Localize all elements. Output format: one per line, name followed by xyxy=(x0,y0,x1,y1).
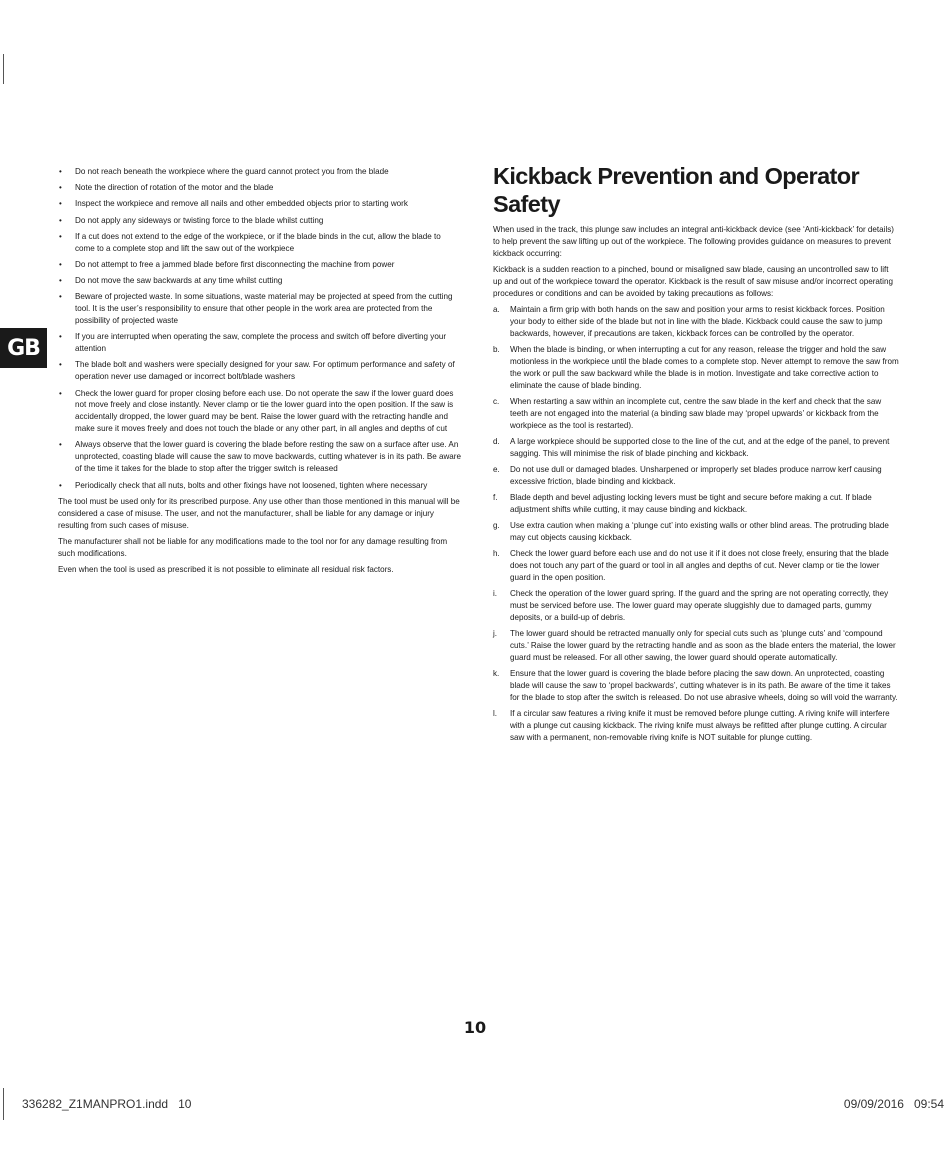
page-number: 10 xyxy=(463,1018,487,1037)
list-item: • Inspect the workpiece and remove all nails and other embedded objects prior to starting work xyxy=(59,199,408,209)
footer-filename: 336282_Z1MANPRO1.indd 10 xyxy=(22,1097,192,1111)
list-item: k. Ensure that the lower guard is covering the blade before placing the saw down. An unprotected, coasting blade will cause the saw to ‘propel backwards’, cutting whatever is in its path. Be aware of the time it takes for the blade to stop after the switch is released. Do not use abrasive wheels, doing so will void the warranty. xyxy=(493,669,898,703)
list-item: a. Maintain a firm grip with both hands on the saw and position your arms to resist kickback forces. Position your body to either side of the blade but not in line with the blade. Kickback could cause the saw to jump backwards, however, if precautions are taken, kickback forces can be controlled by the operator. xyxy=(493,305,885,338)
residual-risk-paragraph: Even when the tool is used as prescribed it is not possible to eliminate all residual risk factors. xyxy=(58,564,394,574)
precaution-list xyxy=(493,304,899,744)
language-tab: GB xyxy=(0,328,47,368)
kickback-definition-paragraph: Kickback is a sudden reaction to a pinched, bound or misaligned saw blade, causing an uncontrolled saw to lift up and out of the workpiece toward the operator. Kickback is the result of saw misuse and/or incorrect operating procedures or conditions and can be avoided by taking precautions as follows: xyxy=(493,265,893,298)
list-item: c. When restarting a saw within an incomplete cut, centre the saw blade in the kerf and check that the saw teeth are not engaged into the material (a binding saw blade may ‘propel upwards’ or kickback from the workpiece as the tool is restarted). xyxy=(493,396,882,430)
list-item: • Always observe that the lower guard is covering the blade before resting the saw on a surface after use. An unprotected, coasting blade will cause the saw to move backwards, cutting whatever is in its path. Be aware of the time it takes for the blade to stop after the trigger switch is released xyxy=(59,440,462,474)
list-item: i. Check the operation of the lower guard spring. If the guard and the spring are not operating correctly, they must be serviced before use. The lower guard may operate sluggishly due to damaged parts, gummy deposits, or a build-up of debris. xyxy=(493,589,889,623)
misuse-paragraph: The tool must be used only for its prescribed purpose. Any use other than those mentioned in this manual will be considered a case of misuse. The user, and not the manufacturer, shall be liable for any damage or injury resulting from such cases of misuse. xyxy=(58,496,460,530)
bullet-icon: • xyxy=(59,231,62,241)
footer-date: 09/09/2016 xyxy=(843,1097,904,1111)
bullet-icon: • xyxy=(59,215,62,225)
list-item: • Do not attempt to free a jammed blade before first disconnecting the machine from power xyxy=(59,259,395,269)
list-item: • If a cut does not extend to the edge of the workpiece, or if the blade binds in the cut, allow the blade to come to a complete stop and lift the saw out of the workpiece xyxy=(59,231,441,253)
bullet-icon: • xyxy=(59,360,62,370)
bullet-icon: • xyxy=(59,276,62,286)
list-item: d. A large workpiece should be supported close to the line of the cut, and at the edge of the panel, to prevent sagging. This will minimise the risk of blade pinching and kickback. xyxy=(493,436,890,458)
bullet-icon: • xyxy=(59,332,62,342)
list-item: • Periodically check that all nuts, bolts and other fixings have not loosened, tighten where necessary xyxy=(59,480,428,490)
bullet-icon: • xyxy=(59,167,62,176)
list-item: • Note the direction of rotation of the motor and the blade xyxy=(59,183,274,193)
right-column xyxy=(493,162,899,749)
modifications-paragraph: The manufacturer shall not be liable for any modifications made to the tool nor for any damage resulting from such modifications. xyxy=(58,536,448,558)
section-heading: Kickback Prevention and Operator Safety xyxy=(493,163,860,217)
footer-time: 09:54 xyxy=(913,1097,944,1111)
crop-mark-bottom-left xyxy=(3,1088,4,1120)
list-item: • Do not move the saw backwards at any time whilst cutting xyxy=(59,276,283,286)
list-item: • Do not apply any sideways or twisting force to the blade whilst cutting xyxy=(59,215,324,225)
list-item: • Do not reach beneath the workpiece where the guard cannot protect you from the blade xyxy=(59,167,389,176)
bullet-icon: • xyxy=(59,480,62,490)
bullet-icon: • xyxy=(59,388,62,398)
bullet-icon: • xyxy=(59,199,62,209)
list-item: b. When the blade is binding, or when interrupting a cut for any reason, release the trigger and hold the saw motionless in the workpiece until the blade comes to a complete stop. Never attempt to remove the saw from the work or pull the saw backward while the blade is in motion. Investigate and take corrective action to eliminate the cause of blade binding. xyxy=(493,345,899,390)
list-item: j. The lower guard should be retracted manually only for special cuts such as ‘plunge cuts’ and ‘compound cuts.’ Raise the lower guard by the retracting handle and as soon as the blade enters the material, the lower guard must be released. For all other sawing, the lower guard should operate automatically. xyxy=(493,629,896,663)
list-item: • Beware of projected waste. In some situations, waste material may be projected at speed from the cutting tool. It is the user’s responsibility to ensure that other people in the work area are protected from the possibility of projected waste xyxy=(59,292,453,326)
list-item: • Check the lower guard for proper closing before each use. Do not operate the saw if the lower guard does not move freely and close instantly. Never clamp or tie the lower guard into the open position. If the saw is accidentally dropped, the lower guard may be bent. Raise the lower guard with the retracting handle and make sure it moves freely and does not touch the blade or any other part, in all angles and depths of cut xyxy=(59,388,454,434)
list-item: • If you are interrupted when operating the saw, complete the process and switch off before diverting your attention xyxy=(59,332,447,354)
crop-mark-top-left xyxy=(3,54,4,84)
list-item: • The blade bolt and washers were specially designed for your saw. For optimum performance and safety of operation never use damaged or incorrect bolt/blade washers xyxy=(59,360,455,382)
list-item: g. Use extra caution when making a ‘plunge cut’ into existing walls or other blind areas. The protruding blade may cut objects causing kickback. xyxy=(493,521,889,543)
bullet-icon: • xyxy=(59,292,62,302)
bullet-icon: • xyxy=(59,440,62,450)
list-item: h. Check the lower guard before each use and do not use it if it does not close freely, ensuring that the blade does not touch any part of the guard or tool in all angles and depths of cut. Never clamp or tie the lower guard in the open position. xyxy=(493,549,889,583)
bullet-icon: • xyxy=(59,259,62,269)
safety-bullet-list xyxy=(58,166,462,491)
bullet-icon: • xyxy=(59,183,62,193)
list-item: l. If a circular saw features a riving knife it must be removed before plunge cutting. A riving knife will interfere with a plunge cut causing kickback. The riving knife must always be refitted after plunge cutting. A circular saw with a permanent, non-removable riving knife is NOT suitable for plunge cutting. xyxy=(493,709,890,743)
intro-paragraph: When used in the track, this plunge saw includes an integral anti-kickback device (see ‘Anti-kickback’ for details) to help prevent the saw lifting up out of the workpiece. The following provides guidance on measures to prevent kickback occurring: xyxy=(493,225,894,258)
list-item: f. Blade depth and bevel adjusting locking levers must be tight and secure before making a cut. If blade adjustment shifts while cutting, it may cause binding and kickback. xyxy=(493,493,872,515)
list-item: e. Do not use dull or damaged blades. Unsharpened or improperly set blades produce narrow kerf causing excessive friction, blade binding and kickback. xyxy=(493,465,882,486)
left-column xyxy=(58,166,462,580)
footer-timestamp xyxy=(834,1097,944,1111)
